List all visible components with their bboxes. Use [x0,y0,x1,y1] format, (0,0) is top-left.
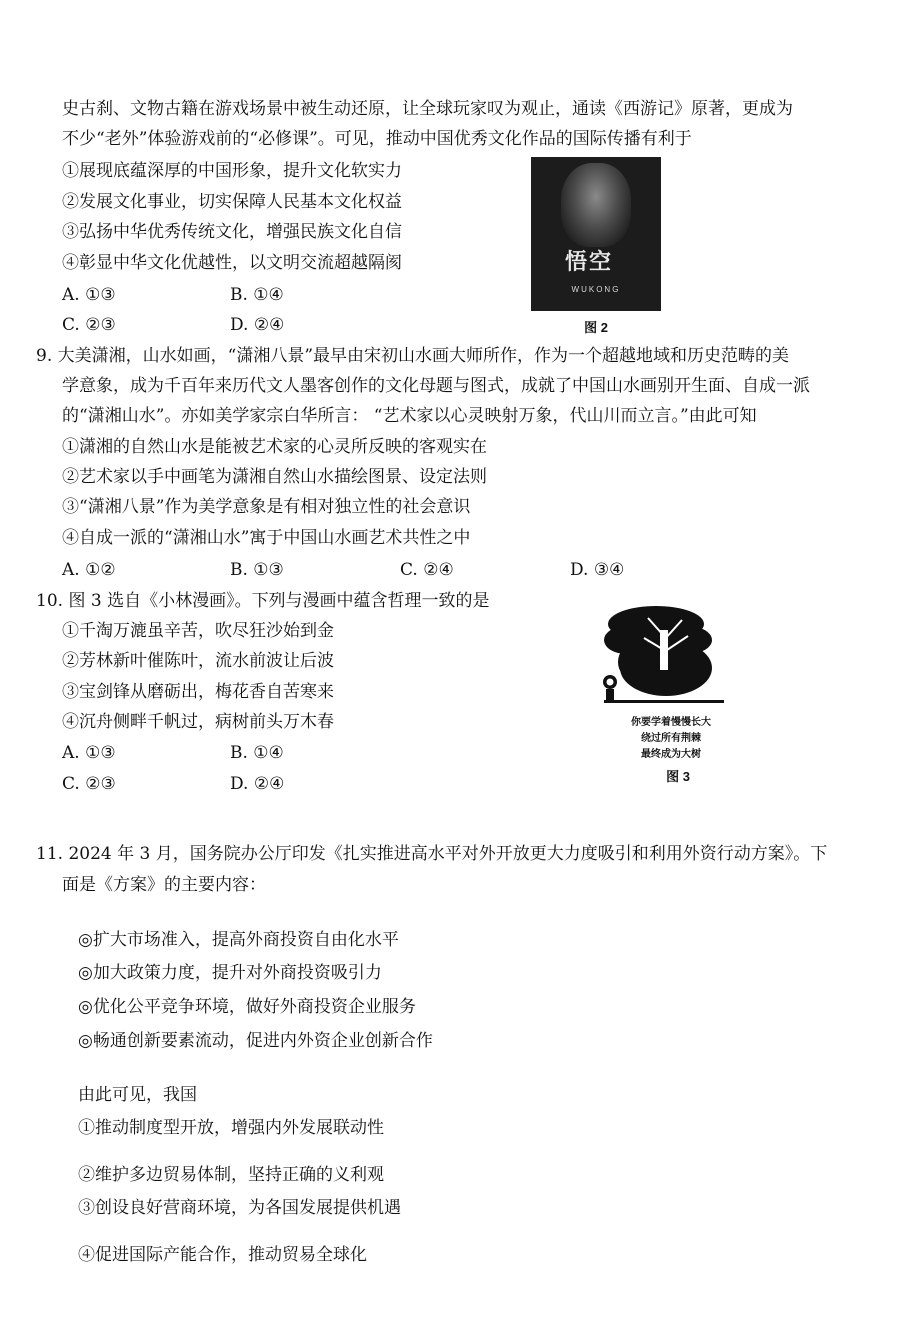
q9-option-4: ④自成一派的“潇湘山水”寓于中国山水画艺术共性之中 [62,528,471,548]
q8-choice-b: B. ①④ [230,285,284,305]
q9-option-2: ②艺术家以手中画笔为潇湘自然山水描绘图景、设定法则 [62,467,487,487]
q9-choice-b: B. ①③ [230,560,284,580]
figure-2-caption: 图 2 [584,320,608,335]
tree-drawing [596,600,726,710]
q8-option-2: ②发展文化事业，切实保障人民基本文化权益 [62,192,402,212]
q10-option-4: ④沉舟侧畔千帆过，病树前头万木春 [62,712,334,732]
q11-option-3: ③创设良好营商环境，为各国发展提供机遇 [78,1198,401,1218]
q10-option-1: ①千淘万漉虽辛苦，吹尽狂沙始到金 [62,621,334,641]
q11-stem-line-1: 11. 2024 年 3 月，国务院办公厅印发《扎实推进高水平对外开放更大力度吸引和利用外资行动方案》。下 [36,844,828,864]
q8-option-1: ①展现底蕴深厚的中国形象，提升文化软实力 [62,161,402,181]
figure-3-caption: 图 3 [666,769,690,784]
q11-plan-item-3: ◎优化公平竞争环境，做好外商投资企业服务 [78,997,416,1017]
q9-stem-line-1: 9. 大美潇湘，山水如画，“潇湘八景”最早由宋初山水画大师所作，作为一个超越地域和历史范畴的美 [36,346,790,366]
q8-choice-a: A. ①③ [62,285,116,305]
q9-option-1: ①潇湘的自然山水是能被艺术家的心灵所反映的客观实在 [62,437,487,457]
q8-option-3: ③弘扬中华优秀传统文化，增强民族文化自信 [62,222,402,242]
q8-stem-line-2: 不少“老外”体验游戏前的“必修课”。可见，推动中国优秀文化作品的国际传播有利于 [62,129,692,149]
q11-lead: 由此可见，我国 [78,1085,197,1105]
poster-subtitle: WUKONG [571,285,621,294]
q10-option-2: ②芳林新叶催陈叶，流水前波让后波 [62,651,334,671]
q11-plan-item-2: ◎加大政策力度，提升对外商投资吸引力 [78,963,382,983]
q9-stem-line-2: 学意象，成为千百年来历代文人墨客创作的文化母题与图式，成就了中国山水画别开生面、自成一派 [62,376,810,396]
q10-choice-b: B. ①④ [230,743,284,763]
poster-title: 悟空 [565,249,614,275]
q11-stem-line-2: 面是《方案》的主要内容： [62,875,266,895]
q11-plan-item-1: ◎扩大市场准入，提高外商投资自由化水平 [78,930,399,950]
q10-choice-c: C. ②③ [62,774,116,794]
comic-text-line-3: 最终成为大树 [641,749,701,760]
q9-choice-c: C. ②④ [400,560,454,580]
q10-choice-a: A. ①③ [62,743,116,763]
q10-choice-d: D. ②④ [230,774,285,794]
q10-stem: 10. 图 3 选自《小林漫画》。下列与漫画中蕴含哲理一致的是 [36,591,490,611]
comic-text-line-1: 你要学着慢慢长大 [631,717,711,728]
q8-choice-d: D. ②④ [230,315,285,335]
q9-option-3: ③“潇湘八景”作为美学意象是有相对独立性的社会意识 [62,497,471,517]
q8-choice-c: C. ②③ [62,315,116,335]
figure-3-comic-tree [596,600,726,710]
q9-choice-a: A. ①② [62,560,116,580]
q11-plan-item-4: ◎畅通创新要素流动，促进内外资企业创新合作 [78,1031,433,1051]
q11-option-4: ④促进国际产能合作，推动贸易全球化 [78,1245,367,1265]
comic-text-line-2: 绕过所有荆棘 [641,733,701,744]
q8-option-4: ④彰显中华文化优越性，以文明交流超越隔阂 [62,253,402,273]
q8-stem-line-1: 史古刹、文物古籍在游戏场景中被生动还原，让全球玩家叹为观止，通读《西游记》原著，更成为 [62,99,793,119]
figure-2-wukong-poster [531,157,661,311]
q11-option-2: ②维护多边贸易体制，坚持正确的义利观 [78,1165,384,1185]
q9-stem-line-3: 的“潇湘山水”。亦如美学家宗白华所言： “艺术家以心灵映射万象，代山川而立言。”由此可知 [62,406,757,426]
q9-choice-d: D. ③④ [570,560,625,580]
monkey-king-face-image [561,163,631,247]
q10-option-3: ③宝剑锋从磨砺出，梅花香自苦寒来 [62,682,334,702]
q11-option-1: ①推动制度型开放，增强内外发展联动性 [78,1118,384,1138]
